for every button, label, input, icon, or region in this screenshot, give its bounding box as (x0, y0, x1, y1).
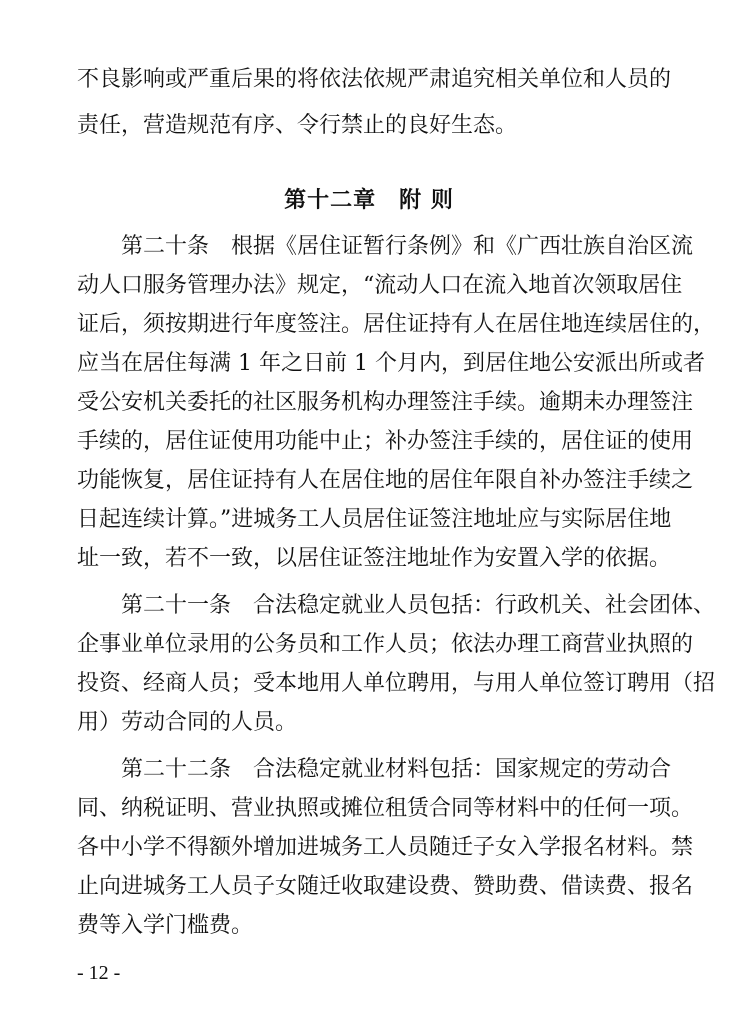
chapter-title: 第十二章 附 则 (284, 188, 454, 213)
article-21-line-2: 企事业单位录用的公务员和工作人员；依法办理工商营业执照的 (77, 632, 694, 657)
article-20-line-9: 址一致，若不一致，以居住证签注地址作为安置入学的依据。 (77, 546, 672, 571)
intro-line-2: 责任，营造规范有序、令行禁止的良好生态。 (77, 113, 518, 138)
article-22-line-1: 第二十二条 合法稳定就业材料包括：国家规定的劳动合 (121, 757, 672, 782)
article-20-line-5: 受公安机关委托的社区服务机构办理签注手续。逾期未办理签注 (77, 390, 694, 415)
article-20-line-8: 日起连续计算。”进城务工人员居住证签注地址应与实际居住地 (77, 507, 672, 532)
article-20-line-6: 手续的，居住证使用功能中止；补办签注手续的，居住证的使用 (77, 429, 694, 454)
article-20-line-4: 应当在居住每满 1 年之日前 1 个月内，到居住地公安派出所或者 (77, 351, 705, 376)
article-20-line-2: 动人口服务管理办法》规定，“流动人口在流入地首次领取居住 (77, 273, 683, 298)
article-21-line-3: 投资、经商人员；受本地用人单位聘用，与用人单位签订聘用（招 (77, 671, 716, 696)
article-20-line-7: 功能恢复，居住证持有人在居住地的居住年限自补办签注手续之 (77, 468, 694, 493)
article-20-line-3: 证后，须按期进行年度签注。居住证持有人在居住地连续居住的， (77, 312, 716, 337)
article-22-line-3: 各中小学不得额外增加进城务工人员随迁子女入学报名材料。禁 (77, 835, 694, 860)
article-20-line-1: 第二十条 根据《居住证暂行条例》和《广西壮族自治区流 (121, 234, 694, 259)
article-21-line-1: 第二十一条 合法稳定就业人员包括：行政机关、社会团体、 (121, 593, 716, 618)
article-22-line-5: 费等入学门槛费。 (77, 913, 254, 938)
article-22-line-4: 止向进城务工人员子女随迁收取建设费、赞助费、借读费、报名 (77, 874, 694, 899)
article-21-line-4: 用）劳动合同的人员。 (77, 710, 298, 735)
article-22-line-2: 同、纳税证明、营业执照或摊位租赁合同等材料中的任何一项。 (77, 796, 694, 821)
page-number: - 12 - (77, 962, 121, 984)
intro-line-1: 不良影响或严重后果的将依法依规严肃追究相关单位和人员的 (77, 67, 672, 92)
